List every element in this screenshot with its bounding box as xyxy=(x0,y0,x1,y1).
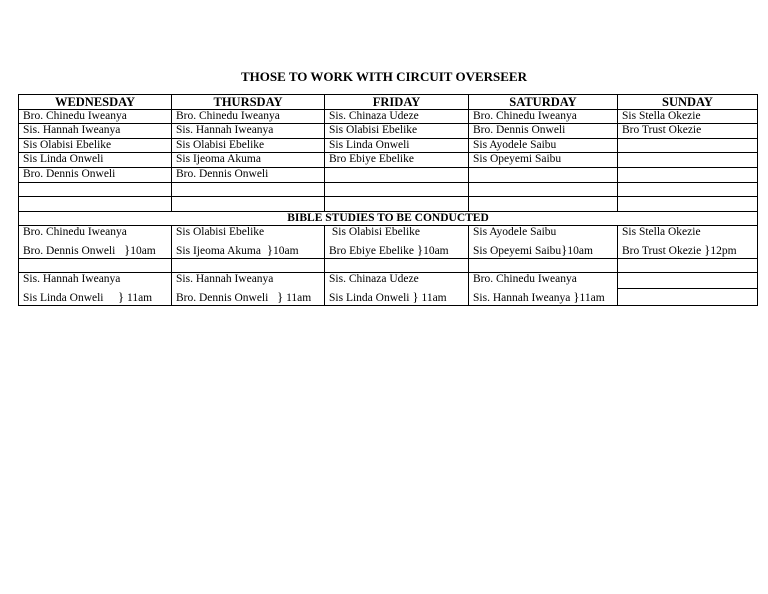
table-cell: Sis Olabisi Ebelike xyxy=(325,124,469,139)
study-name-2: Sis Ijeoma Akuma xyxy=(176,245,261,257)
table-row xyxy=(19,139,758,153)
brace-icon: } xyxy=(123,242,131,257)
study-cell xyxy=(618,273,758,306)
brace-icon: } xyxy=(412,289,419,304)
study-name-2: Sis Linda Onweli xyxy=(329,292,410,304)
study-cell xyxy=(172,226,325,259)
table-cell xyxy=(325,197,469,212)
table-cell: Sis. Hannah Iweanya xyxy=(19,124,172,139)
brace-icon: } xyxy=(704,242,711,257)
study-time: 10am xyxy=(130,245,156,257)
table-cell xyxy=(19,183,172,197)
study-empty-top xyxy=(618,273,757,289)
header-saturday: SATURDAY xyxy=(469,95,618,110)
table-cell: Sis Opeyemi Saibu xyxy=(469,153,618,168)
study-name-1: Bro. Chinedu Iweanya xyxy=(23,226,127,238)
table-row xyxy=(19,183,758,197)
study-line-2 xyxy=(23,241,167,258)
table-cell: Bro. Chinedu Iweanya xyxy=(19,110,172,124)
table-row xyxy=(19,124,758,139)
table-cell xyxy=(172,183,325,197)
header-sunday: SUNDAY xyxy=(618,95,758,110)
study-name-1: Sis Stella Okezie xyxy=(622,226,701,238)
study-line-2 xyxy=(473,288,613,305)
table-cell xyxy=(19,259,172,273)
header-thursday: THURSDAY xyxy=(172,95,325,110)
table-cell xyxy=(618,197,758,212)
study-time: 12pm xyxy=(710,245,737,257)
table-cell xyxy=(469,183,618,197)
table-cell xyxy=(19,197,172,212)
table-cell xyxy=(172,259,325,273)
table-cell: Sis Olabisi Ebelike xyxy=(172,139,325,153)
table-row xyxy=(19,197,758,212)
table-cell: Sis. Chinaza Udeze xyxy=(325,110,469,124)
schedule-table xyxy=(18,94,758,306)
study-line-2 xyxy=(473,241,613,258)
table-cell xyxy=(618,183,758,197)
brace-icon: } xyxy=(573,289,580,304)
study-cell xyxy=(325,226,469,259)
study-row xyxy=(19,273,758,306)
study-name-1: Sis Olabisi Ebelike xyxy=(176,226,265,238)
table-cell xyxy=(469,197,618,212)
study-time: 11am xyxy=(286,292,312,304)
study-time: 11am xyxy=(127,292,153,304)
table-cell: Bro. Chinedu Iweanya xyxy=(172,110,325,124)
table-cell xyxy=(325,259,469,273)
study-name-2: Sis. Hannah Iweanya xyxy=(473,292,571,304)
brace-icon: } xyxy=(266,242,273,257)
brace-icon: } xyxy=(276,289,284,304)
table-cell: Bro. Dennis Onweli xyxy=(469,124,618,139)
table-cell xyxy=(469,259,618,273)
study-line-2 xyxy=(622,241,753,258)
study-cell xyxy=(19,226,172,259)
study-name-2: Sis Linda Onweli xyxy=(23,292,104,304)
study-cell xyxy=(325,273,469,306)
table-cell xyxy=(618,139,758,153)
table-cell: Sis Stella Okezie xyxy=(618,110,758,124)
brace-icon: } xyxy=(561,242,568,257)
study-line-2 xyxy=(329,241,464,258)
table-cell xyxy=(618,259,758,273)
table-row xyxy=(19,153,758,168)
study-time: 10am xyxy=(423,245,449,257)
study-name-2: Sis Opeyemi Saibu xyxy=(473,245,562,257)
table-cell xyxy=(325,168,469,183)
brace-icon: } xyxy=(416,242,424,257)
study-name-1: Sis Ayodele Saibu xyxy=(473,226,557,238)
study-name-2: Bro. Dennis Onweli xyxy=(176,292,269,304)
study-line-2 xyxy=(23,288,167,305)
study-time: 10am xyxy=(272,245,299,257)
study-name-1: Sis. Chinaza Udeze xyxy=(329,273,419,285)
study-name-2: Bro Trust Okezie xyxy=(622,245,702,257)
study-name-1: Sis. Hannah Iweanya xyxy=(176,273,274,285)
study-cell xyxy=(172,273,325,306)
study-time: 11am xyxy=(421,292,447,304)
section-row xyxy=(19,212,758,226)
study-row xyxy=(19,226,758,259)
table-cell: Bro. Chinedu Iweanya xyxy=(469,110,618,124)
table-cell: Sis Ijeoma Akuma xyxy=(172,153,325,168)
study-name-2: Bro Ebiye Ebelike xyxy=(329,245,414,257)
study-name-1: Bro. Chinedu Iweanya xyxy=(473,273,577,285)
table-row xyxy=(19,110,758,124)
table-cell xyxy=(618,168,758,183)
study-line-2 xyxy=(329,288,464,305)
table-cell: Bro Trust Okezie xyxy=(618,124,758,139)
table-cell: Sis Linda Onweli xyxy=(19,153,172,168)
table-cell: Bro. Dennis Onweli xyxy=(172,168,325,183)
header-row xyxy=(19,95,758,110)
table-cell xyxy=(172,197,325,212)
table-cell xyxy=(469,168,618,183)
table-cell: Bro Ebiye Ebelike xyxy=(325,153,469,168)
study-empty-bottom xyxy=(618,289,757,305)
brace-icon: } xyxy=(117,289,125,304)
section-title: BIBLE STUDIES TO BE CONDUCTED xyxy=(19,212,758,226)
table-row xyxy=(19,259,758,273)
study-time: 10am xyxy=(567,245,593,257)
table-row xyxy=(19,168,758,183)
page-title: THOSE TO WORK WITH CIRCUIT OVERSEER xyxy=(241,69,527,84)
table-cell: Sis Olabisi Ebelike xyxy=(19,139,172,153)
table-cell: Sis Ayodele Saibu xyxy=(469,139,618,153)
study-line-2 xyxy=(176,241,320,258)
table-cell: Sis. Hannah Iweanya xyxy=(172,124,325,139)
table-cell: Sis Linda Onweli xyxy=(325,139,469,153)
table-cell xyxy=(618,153,758,168)
study-name-2: Bro. Dennis Onweli xyxy=(23,245,116,257)
study-cell xyxy=(469,226,618,259)
table-cell: Bro. Dennis Onweli xyxy=(19,168,172,183)
study-line-2 xyxy=(176,288,320,305)
study-cell xyxy=(469,273,618,306)
study-cell xyxy=(19,273,172,306)
study-name-1: Sis Olabisi Ebelike xyxy=(329,226,421,238)
study-name-1: Sis. Hannah Iweanya xyxy=(23,273,121,285)
header-friday: FRIDAY xyxy=(325,95,469,110)
study-cell xyxy=(618,226,758,259)
study-time: 11am xyxy=(579,292,605,304)
header-wednesday: WEDNESDAY xyxy=(19,95,172,110)
table-cell xyxy=(325,183,469,197)
